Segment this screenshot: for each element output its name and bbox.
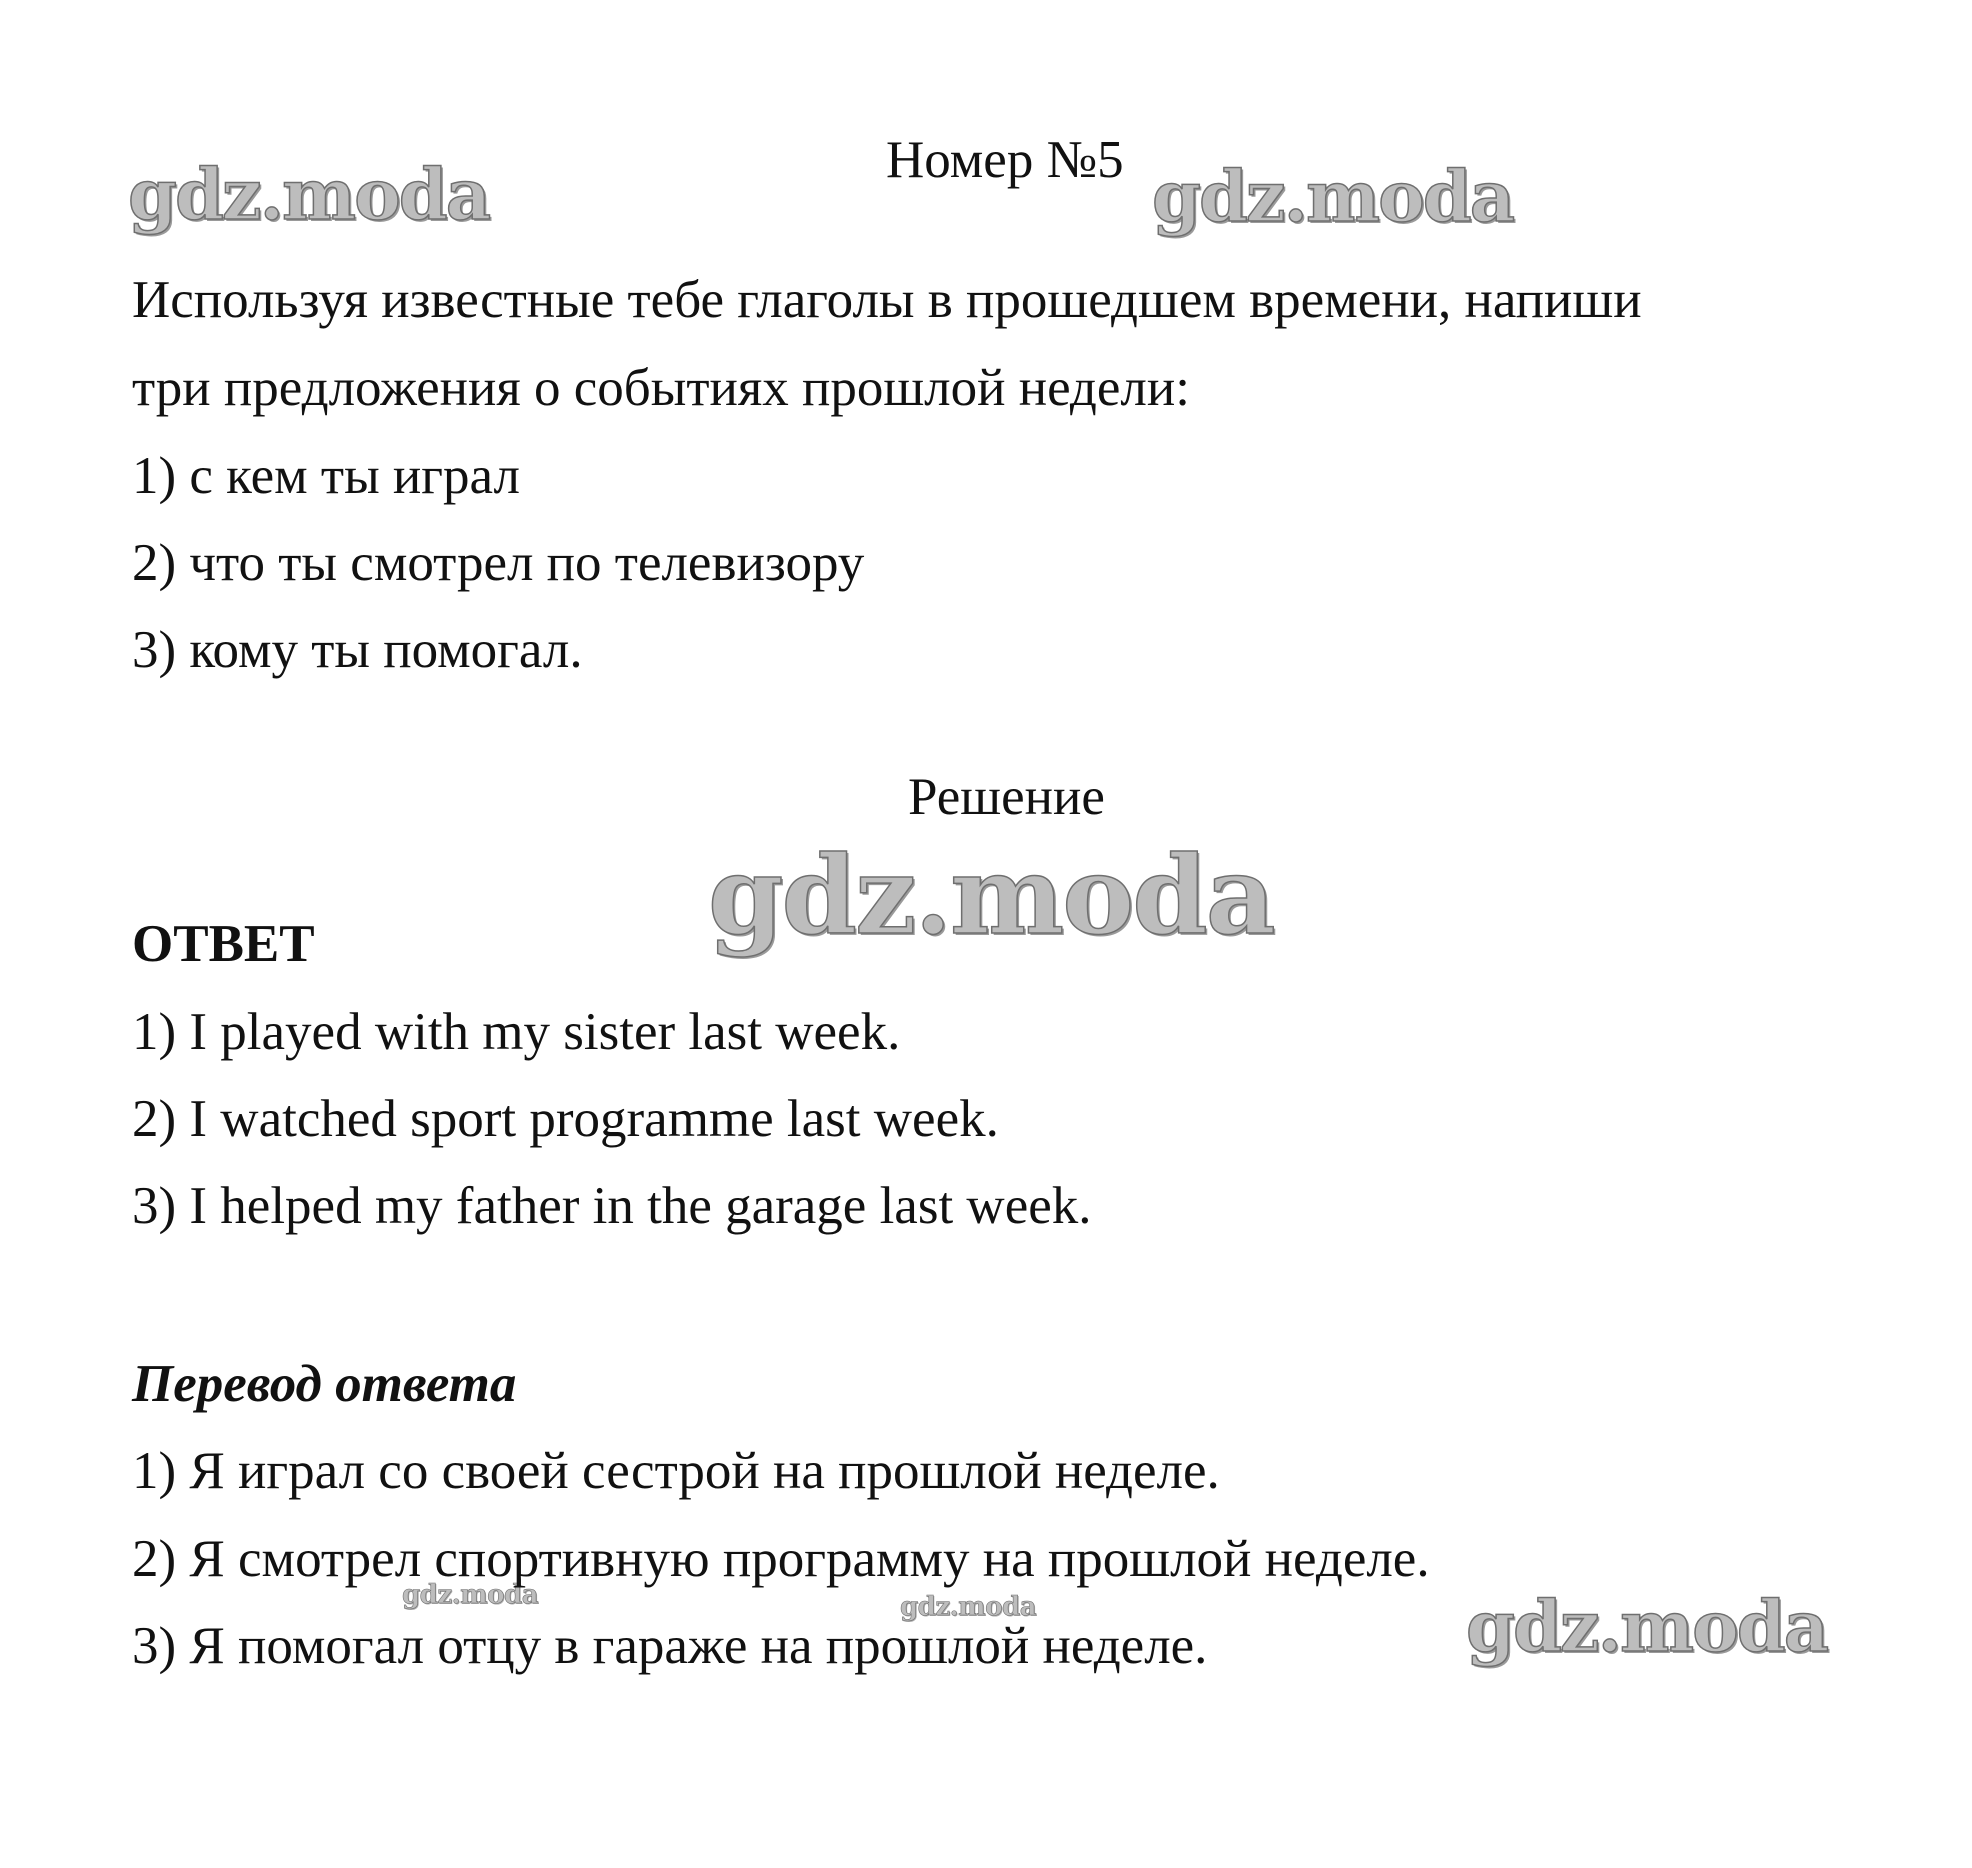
watermark-logo: gdz.moda xyxy=(128,153,490,236)
translation-heading: Перевод ответа xyxy=(132,1355,517,1413)
task-item: 2) что ты смотрел по телевизору xyxy=(132,534,865,592)
task-text-line-1: Используя известные тебе глаголы в прошедшем времени, напиши xyxy=(132,271,1642,329)
solution-heading: Решение xyxy=(908,768,1105,826)
task-text-line-2: три предложения о событиях прошлой недели: xyxy=(132,359,1190,417)
task-item: 1) с кем ты играл xyxy=(132,447,520,505)
task-number-title: Номер №5 xyxy=(886,131,1124,189)
translation-item: 2) Я смотрел спортивную программу на прошлой неделе. xyxy=(132,1530,1430,1588)
watermark-logo: gdz.moda xyxy=(900,1592,1037,1622)
answer-item: 3) I helped my father in the garage last week. xyxy=(132,1177,1092,1235)
task-item: 3) кому ты помогал. xyxy=(132,621,583,679)
translation-item: 1) Я играл со своей сестрой на прошлой неделе. xyxy=(132,1442,1220,1500)
answer-item: 1) I played with my sister last week. xyxy=(132,1003,901,1061)
watermark-logo: gdz.moda xyxy=(1466,1585,1828,1668)
watermark-logo: gdz.moda xyxy=(1152,155,1514,238)
watermark-logo: gdz.moda xyxy=(402,1580,539,1610)
answer-item: 2) I watched sport programme last week. xyxy=(132,1090,999,1148)
watermark-logo: gdz.moda xyxy=(708,833,1274,959)
translation-item: 3) Я помогал отцу в гараже на прошлой неделе. xyxy=(132,1617,1208,1675)
answer-heading: ОТВЕТ xyxy=(132,915,315,973)
